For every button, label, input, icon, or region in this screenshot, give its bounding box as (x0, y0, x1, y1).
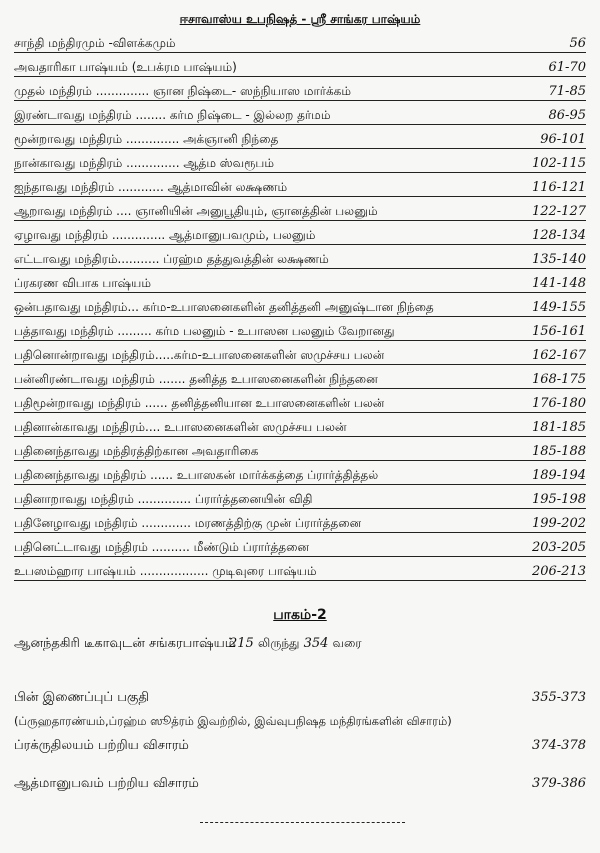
toc-underline (14, 196, 586, 197)
toc-page-range: 122-127 (531, 204, 586, 219)
toc-underline (14, 172, 586, 173)
toc-entry-title: பதினைந்தாவது மந்திரத்திற்கான அவதாரிகை (14, 444, 259, 458)
toc-underline (14, 580, 586, 581)
toc-entry-title: பதினைந்தாவது மந்திரம் ...... உபாஸகன் மார்க்கத்தை ப்ரார்த்தித்தல் (14, 468, 379, 482)
toc-page-range: 141-148 (531, 276, 586, 291)
toc-row (14, 126, 586, 150)
toc-underline (14, 436, 586, 437)
toc-row (14, 534, 586, 558)
toc-entry-title: பதினான்காவது மந்திரம்.... உபாஸனைகளின் ஸமுச்சய பலன் (14, 420, 347, 434)
toc-entry-title: இரண்டாவது மந்திரம் ........ கர்ம நிஷ்டை - இல்லற தர்மம் (14, 108, 331, 122)
prakrutilaya-pages: 374-378 (531, 738, 586, 753)
range-from: 215 (229, 636, 254, 651)
toc-row (14, 174, 586, 198)
toc-row (14, 246, 586, 270)
toc-entry-title: ஒன்பதாவது மந்திரம்... கர்ம-உபாஸனைகளின் தனித்தனி அனுஷ்டான நிந்தை (14, 300, 434, 314)
toc-page-range: 86-95 (548, 108, 586, 123)
appendix-line (14, 690, 586, 706)
toc-row (14, 30, 586, 54)
toc-page-range: 176-180 (531, 396, 586, 411)
toc-underline (14, 148, 586, 149)
toc-entry-title: மூன்றாவது மந்திரம் .............. அக்ஞானி நிந்தை (14, 132, 279, 146)
toc-page-range: 149-155 (531, 300, 586, 315)
toc-row (14, 318, 586, 342)
range-to: 354 (303, 636, 329, 651)
toc-underline (14, 100, 586, 101)
toc-underline (14, 340, 586, 341)
toc-entry-title: ப்ரகரண விபாக பாஷ்யம் (14, 276, 152, 290)
toc-row (14, 198, 586, 222)
toc-page-range: 185-188 (531, 444, 586, 459)
toc-page-range: 206-213 (531, 564, 586, 579)
toc-underline (14, 412, 586, 413)
toc-entry-title: பதிமூன்றாவது மந்திரம் ...... தனித்தனியான உபாஸனைகளின் பலன் (14, 396, 385, 410)
toc-row (14, 150, 586, 174)
toc-entry-title: பதினாறாவது மந்திரம் .............. ப்ரார்த்தனையின் விதி (14, 492, 313, 506)
toc-page-range: 102-115 (531, 156, 586, 171)
anandagiri-text: ஆனந்தகிரி டீகாவுடன் சங்கரபாஷ்யம் (14, 636, 236, 651)
part2-heading (0, 607, 600, 625)
toc-underline (14, 484, 586, 485)
toc-entry-title: உபஸம்ஹார பாஷ்யம் .................. முடிவுரை பாஷ்யம் (14, 564, 317, 578)
toc-entry-title: நான்காவது மந்திரம் .............. ஆத்ம ஸ்வரூபம் (14, 156, 275, 170)
toc-row (14, 54, 586, 78)
toc-page-range: 71-85 (548, 84, 586, 99)
toc-entry-title: எட்டாவது மந்திரம்........... ப்ரஹ்ம தத்துவத்தின் லக்ஷணம் (14, 252, 329, 266)
toc-page-range: 181-185 (531, 420, 586, 435)
toc-entry-title: பத்தாவது மந்திரம் ......... கர்ம பலனும் - உபாஸன பலனும் வேறானது (14, 324, 395, 338)
toc-underline (14, 316, 586, 317)
appendix-note-text: (ப்ருஹதாரண்யம்,ப்ரஹ்ம ஸூத்ரம் இவற்றில், இவ்வுபநிஷத மந்திரங்களின் விசாரம்) (14, 714, 452, 728)
toc-row (14, 558, 586, 582)
toc-row (14, 222, 586, 246)
toc-row (14, 462, 586, 486)
anandagiri-line (14, 636, 586, 652)
atmanubhava-pages: 379-386 (531, 776, 586, 791)
toc-entry-title: பதினெட்டாவது மந்திரம் .......... மீண்டும் ப்ரார்த்தனை (14, 540, 310, 554)
toc-entry-title: ஏழாவது மந்திரம் .............. ஆத்மானுபவமும், பலனும் (14, 228, 316, 242)
anandagiri-range (229, 636, 362, 652)
end-divider (200, 822, 405, 823)
toc-page-range: 116-121 (531, 180, 586, 195)
toc-entry-title: ஐந்தாவது மந்திரம் ............ ஆத்மாவின் லக்ஷணம் (14, 180, 288, 194)
atmanubhava-text: ஆத்மானுபவம் பற்றிய விசாரம் (14, 776, 199, 791)
toc-entry-title: ஆறாவது மந்திரம் .... ஞானியின் அனுபூதியும், ஞானத்தின் பலனும் (14, 204, 378, 218)
toc-underline (14, 76, 586, 77)
toc-entry-title: முதல் மந்திரம் .............. ஞான நிஷ்டை- ஸந்நியாஸ மார்க்கம் (14, 84, 352, 98)
toc-entry-title: பதினேழாவது மந்திரம் ............. மரணத்திற்கு முன் ப்ரார்த்தனை (14, 516, 362, 530)
toc-entry-title: பன்னிரண்டாவது மந்திரம் ....... தனித்த உபாஸனைகளின் நிந்தனை (14, 372, 378, 386)
toc-underline (14, 124, 586, 125)
toc-row (14, 438, 586, 462)
toc-page-range: 156-161 (531, 324, 586, 339)
range-end: வரை (332, 636, 362, 650)
toc-row (14, 78, 586, 102)
atmanubhava-line (14, 776, 586, 792)
toc-page-range: 61-70 (548, 60, 586, 75)
toc-row (14, 294, 586, 318)
toc-underline (14, 52, 586, 53)
toc-row (14, 342, 586, 366)
part2-heading-text: பாகம்-2 (273, 607, 327, 623)
prakrutilaya-line (14, 738, 586, 754)
toc-underline (14, 556, 586, 557)
toc-page-range: 96-101 (540, 132, 586, 147)
toc-underline (14, 388, 586, 389)
appendix-note (14, 714, 586, 730)
header-title: ஈசாவாஸ்ய உபநிஷத் - ஸ்ரீ சாங்கர பாஷ்யம் (179, 12, 421, 26)
toc-row (14, 390, 586, 414)
prakrutilaya-text: ப்ரக்ருதிலயம் பற்றிய விசாரம் (14, 738, 189, 753)
appendix-pages: 355-373 (531, 690, 586, 705)
toc-page-range: 199-202 (531, 516, 586, 531)
toc-entry-title: பதினொன்றாவது மந்திரம்.....கர்ம-உபாஸனைகளின் ஸமுச்சய பலன் (14, 348, 385, 362)
toc-underline (14, 460, 586, 461)
toc-page-range: 56 (569, 36, 586, 51)
toc-page-range: 168-175 (531, 372, 586, 387)
toc-entry-title: அவதாரிகா பாஷ்யம் (உபக்ரம பாஷ்யம்) (14, 60, 237, 74)
toc-entry-title: சாந்தி மந்திரமும் -விளக்கமும் (14, 36, 176, 50)
toc-page-range: 195-198 (531, 492, 586, 507)
appendix-text: பின் இணைப்புப் பகுதி (14, 690, 150, 705)
page-header (0, 12, 600, 28)
toc-page-range: 135-140 (531, 252, 586, 267)
toc-underline (14, 244, 586, 245)
toc-row (14, 366, 586, 390)
range-mid: லிருந்து (257, 636, 300, 650)
toc-row (14, 414, 586, 438)
toc-page-range: 203-205 (531, 540, 586, 555)
toc-underline (14, 268, 586, 269)
toc-page-range: 128-134 (531, 228, 586, 243)
toc-row (14, 102, 586, 126)
toc-underline (14, 532, 586, 533)
toc-underline (14, 220, 586, 221)
toc-row (14, 510, 586, 534)
toc-row (14, 486, 586, 510)
toc-page-range: 189-194 (531, 468, 586, 483)
toc-row (14, 270, 586, 294)
toc-page-range: 162-167 (531, 348, 586, 363)
toc-underline (14, 508, 586, 509)
toc-underline (14, 292, 586, 293)
toc-underline (14, 364, 586, 365)
